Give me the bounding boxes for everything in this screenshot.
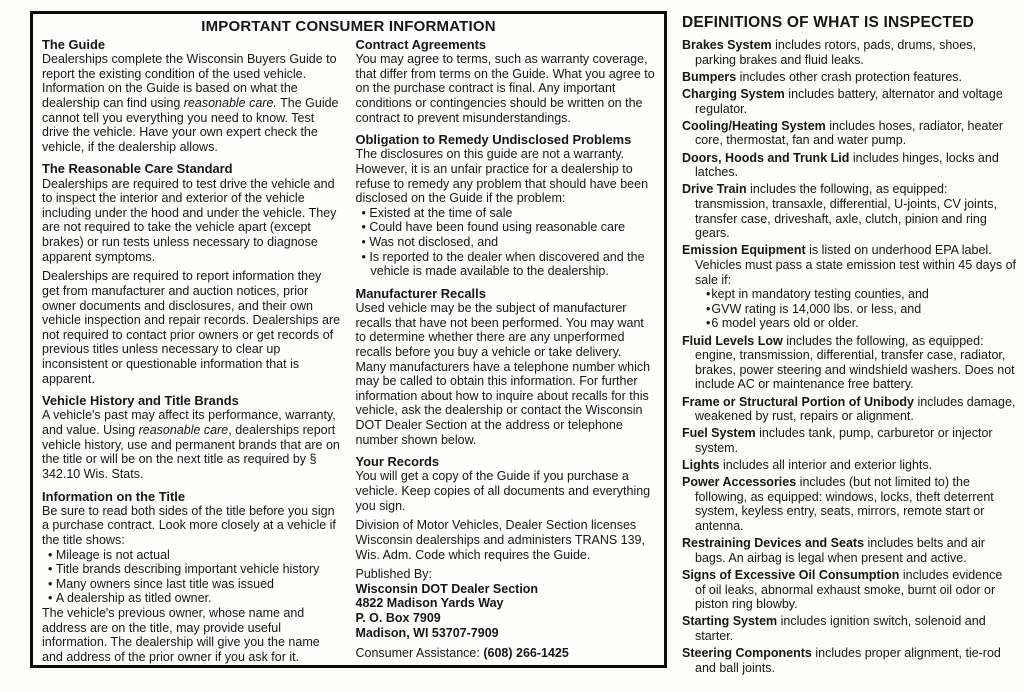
definitions-panel — [682, 14, 1016, 690]
column-left — [42, 37, 342, 665]
definition-item-emission-equipment — [682, 243, 1016, 331]
definition-term: Cooling/Heating System — [682, 118, 826, 133]
definition-term: Charging System — [682, 87, 785, 101]
paragraph-title-info: Be sure to read both sides of the title before you sign a purchase contract. Look more closely at a vehicle if the title shows: — [42, 503, 336, 547]
paragraph-care-standard-2: Dealerships are required to report information they get from manufacturer and auction notices, prior owner documents and disclosures, and their own vehicle inspection and repair records. Dealerships are not required to contact prior owners or get records of previous titles unless necessary to clear up inconsistent or questionable information that is apparent. — [42, 269, 341, 386]
definition-term: Doors, Hoods and Trunk Lid — [682, 150, 850, 165]
definition-term: Lights — [682, 458, 720, 472]
bullet-item: • Existed at the time of sale — [356, 206, 656, 221]
consumer-assistance-phone: (608) 266-1425 — [483, 646, 569, 661]
definition-text: includes all interior and exterior lights. — [722, 458, 933, 472]
emission-conditions-list — [695, 287, 1016, 331]
paragraph-your-records-2: Division of Motor Vehicles, Dealer Section licenses Wisconsin dealerships and administers TRANS 139, Wis. Adm. Code which requires the Guide. — [355, 518, 645, 562]
paragraph-text: Dealerships complete the Wisconsin Buyers Guide to report the existing condition of the used vehicle. Information on the Guide is based on what the dealership can find using — [42, 52, 337, 110]
section-heading-obligation-remedy: Obligation to Remedy Undisclosed Problems — [355, 132, 632, 148]
problem-conditions-list — [356, 206, 656, 279]
definition-item-fluid-levels-low — [682, 334, 1016, 393]
publisher-address-line3: Madison, WI 53707-7909 — [355, 625, 499, 640]
definition-item-doors-hoods-trunk — [682, 151, 1016, 180]
bullet-item: • Many owners since last title was issued — [42, 577, 342, 592]
definition-text: includes proper alignment, tie-rod and ball joints. — [695, 646, 1001, 675]
paragraph-prior-owner: The vehicle's previous owner, whose name and address are on the title, may provide useful information. The dealership will give you the name and address of the prior owner if you ask for it. — [42, 606, 320, 664]
published-by-label: Published By: — [355, 567, 432, 582]
definition-term: Fuel System — [682, 426, 756, 441]
definition-item-charging-system — [682, 87, 1016, 116]
definition-text: includes tank, pump, carburetor or injector system. — [695, 426, 993, 455]
definition-term: Fluid Levels Low — [682, 333, 783, 348]
bullet-item: • A dealership as titled owner. — [42, 591, 342, 606]
bullet-item: • 6 model years old or older. — [696, 316, 1016, 331]
definition-text: includes (but not limited to) the following, as equipped: windows, locks, theft deterrent system, keyless entry, seats, mirrors, remote start or antenna. — [695, 475, 994, 533]
definition-text: includes hoses, radiator, heater core, thermostat, fan and water pump. — [695, 118, 1003, 148]
paragraph-italic-reasonable-care: reasonable care. — [183, 95, 277, 110]
definition-text: includes the following, as equipped: transmission, transaxle, differential, U-joints, CV joints, transfer case, driveshaft, axle, clutch, pinion and ring gears. — [695, 182, 997, 241]
section-heading-reasonable-care-standard: The Reasonable Care Standard — [42, 161, 233, 177]
definition-item-fuel-system — [682, 426, 1016, 455]
paragraph-the-guide — [42, 52, 342, 154]
paragraph-care-standard-1: Dealerships are required to test drive the vehicle and to inspect the interior and exterior of the vehicle including under the hood and under the vehicle. They are not required to take the vehicle apart (except brakes) or run tests unless necessary to diagnose apparent symptoms. — [42, 176, 337, 264]
definition-item-frame-unibody — [682, 395, 1016, 424]
paragraph-your-records-1: You will get a copy of the Guide if you purchase a vehicle. Keep copies of all documents and everything you sign. — [355, 469, 651, 513]
section-heading-contract-agreements: Contract Agreements — [355, 37, 487, 52]
definition-term: Emission Equipment — [682, 243, 806, 258]
definition-text: includes other crash protection features. — [739, 69, 963, 84]
definition-text: is listed on underhood EPA label. Vehicles must pass a state emission test within 45 days of sale if: — [695, 243, 1016, 287]
panel-columns — [42, 37, 655, 665]
definitions-title: DEFINITIONS OF WHAT IS INSPECTED — [682, 14, 975, 31]
bullet-item: • Is reported to the dealer when discovered and the vehicle is made available to the dealership. — [356, 250, 656, 279]
title-warning-list — [42, 548, 342, 607]
panel-title: IMPORTANT CONSUMER INFORMATION — [201, 18, 496, 35]
column-middle — [356, 37, 656, 665]
definition-item-lights — [682, 458, 1016, 473]
definition-item-bumpers — [682, 70, 1016, 85]
section-heading-information-on-title: Information on the Title — [42, 488, 185, 504]
important-consumer-information-panel — [30, 11, 667, 668]
section-heading-the-guide: The Guide — [42, 37, 106, 52]
definition-item-starting-system — [682, 614, 1016, 643]
publisher-address-line2: P. O. Box 7909 — [355, 611, 441, 625]
bullet-item: • Could have been found using reasonable care — [356, 220, 656, 235]
definition-text: includes evidence of oil leaks, abnormal exhaust smoke, burnt oil odor or piston ring blowby. — [695, 567, 1003, 612]
definition-term: Power Accessories — [682, 475, 797, 490]
definition-term: Bumpers — [682, 69, 737, 84]
paragraph-obligation: The disclosures on this guide are not a warranty. However, it is an unfair practice for a dealership to refuse to remedy any problem that should have been disclosed on the Guide if the problem: — [355, 147, 649, 206]
definition-text: includes rotors, pads, drums, shoes, parking brakes and fluid leaks. — [695, 38, 976, 67]
bullet-item: • Was not disclosed, and — [356, 235, 656, 250]
definition-term: Frame or Structural Portion of Unibody — [682, 394, 914, 409]
paragraph-vehicle-history — [42, 408, 342, 481]
definition-item-drive-train — [682, 182, 1016, 241]
definition-text: includes belts and air bags. An airbag is legal when present and active. — [695, 536, 985, 565]
bullet-item: • Title brands describing important vehicle history — [42, 562, 342, 577]
bullet-item: • GVW rating is 14,000 lbs. or less, and — [696, 302, 1016, 317]
paragraph-contract-agreements: You may agree to terms, such as warranty coverage, that differ from terms on the Guide. What you agree to on the purchase contract is final. Any important conditions or contingencies should be written on the contract to prevent misunderstandings. — [355, 52, 655, 125]
definition-term: Steering Components — [682, 646, 812, 660]
section-heading-your-records: Your Records — [355, 454, 440, 470]
paragraph-manufacturer-recalls: Used vehicle may be the subject of manufacturer recalls that have not been performed. You may want to determine whether there are any unperformed recalls before you buy a vehicle or take delivery. Many manufacturers have a telephone number which may be called to obtain this information. For further information about how to inquire about recalls for this vehicle, ask the dealership or contact the Wisconsin DOT Dealer Section at the address or telephone number shown below. — [355, 301, 651, 447]
definition-term: Restraining Devices and Seats — [682, 536, 865, 551]
definition-text: includes battery, alternator and voltage regulator. — [695, 87, 1003, 116]
definition-item-brakes-system — [682, 38, 1016, 67]
publisher-name: Wisconsin DOT Dealer Section — [355, 581, 539, 596]
definition-term: Starting System — [682, 614, 778, 629]
definition-item-restraining-devices — [682, 536, 1016, 565]
bullet-item: • kept in mandatory testing counties, and — [696, 287, 1016, 302]
definition-term: Brakes System — [682, 38, 772, 53]
definition-text: includes damage, weakened by rust, repairs or alignment. — [695, 394, 1016, 424]
paragraph-text: The Guide cannot tell you everything you need to know. Test drive the vehicle. Have your own expert check the vehicle, if the dealership allows. — [42, 95, 339, 154]
consumer-assistance-label: Consumer Assistance: — [355, 646, 484, 661]
definition-item-oil-consumption — [682, 568, 1016, 612]
definition-text: includes hinges, locks and latches. — [695, 150, 999, 180]
section-heading-manufacturer-recalls: Manufacturer Recalls — [355, 285, 486, 301]
publisher-address-line1: 4822 Madison Yards Way — [355, 596, 504, 611]
definition-item-power-accessories — [682, 475, 1016, 534]
section-heading-vehicle-history: Vehicle History and Title Brands — [42, 393, 239, 409]
definition-text: includes ignition switch, solenoid and starter. — [695, 614, 986, 643]
bullet-item: • Mileage is not actual — [42, 548, 342, 563]
definition-item-steering-components — [682, 646, 1016, 675]
paragraph-text: , dealerships report vehicle history, use and permanent brands that are on the title or will be on the next title as required by § 342.10 Wis. Stats. — [42, 423, 340, 481]
definition-term: Signs of Excessive Oil Consumption — [682, 567, 900, 582]
consumer-assistance-line — [356, 646, 656, 661]
paragraph-italic-reasonable-care: reasonable care — [138, 423, 229, 438]
definition-item-cooling-heating-system — [682, 119, 1016, 148]
definition-text: includes the following, as equipped: engine, transmission, differential, transfer case, radiator, brakes, power steering and windshield washers. Does not include AC or maintenance free battery. — [695, 333, 1015, 392]
paragraph-text: A vehicle's past may affect its performance, warranty, and value. Using — [42, 408, 336, 438]
definition-term: Drive Train — [682, 182, 747, 197]
